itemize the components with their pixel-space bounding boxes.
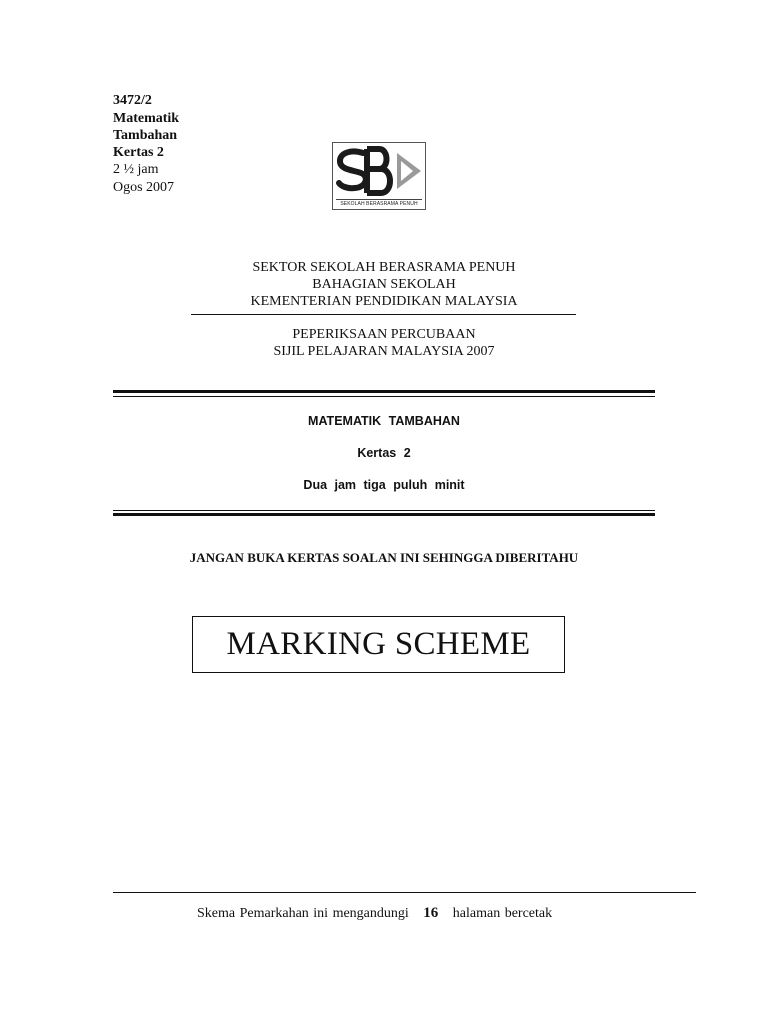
marking-scheme-box (192, 616, 565, 673)
org-line-1: SEKTOR SEKOLAH BERASRAMA PENUH (252, 260, 516, 275)
marking-scheme-title: MARKING SCHEME (226, 626, 531, 662)
logo-caption: SEKOLAH BERASRAMA PENUH (336, 199, 422, 207)
double-rule-bottom-thin (113, 510, 655, 511)
subject-line-2: Tambahan (113, 128, 178, 143)
footer-prefix: Skema Pemarkahan ini mengandungi (197, 906, 409, 921)
paper-duration: Dua jam tiga puluh minit (303, 478, 465, 492)
footer-page-count: 16 (423, 905, 439, 921)
org-line-3: KEMENTERIAN PENDIDIKAN MALAYSIA (250, 294, 518, 309)
org-line-2: BAHAGIAN SEKOLAH (312, 277, 456, 292)
exam-date: Ogos 2007 (113, 180, 175, 195)
org-divider (191, 314, 576, 315)
instruction-text: JANGAN BUKA KERTAS SOALAN INI SEHINGGA DIBERITAHU (189, 550, 579, 565)
exam-line-2: SIJIL PELAJARAN MALAYSIA 2007 (273, 344, 495, 359)
exam-line-1: PEPERIKSAAN PERCUBAAN (292, 327, 476, 342)
footer-text (197, 905, 552, 922)
paper-code: 3472/2 (113, 93, 152, 108)
paper-number-label: Kertas 2 (357, 446, 411, 460)
double-rule-bottom-thick (113, 513, 655, 516)
exam-duration: 2 ½ jam (113, 162, 159, 177)
paper-number: Kertas 2 (113, 145, 164, 160)
paper-subject: MATEMATIK TAMBAHAN (308, 414, 460, 428)
sbp-logo (332, 142, 426, 210)
sbp-logo-icon (333, 143, 425, 201)
footer-suffix: halaman bercetak (452, 906, 553, 921)
subject-line-1: Matematik (113, 111, 180, 126)
double-rule-top-thin (113, 396, 655, 397)
double-rule-top-thick (113, 390, 655, 393)
footer-divider (113, 892, 696, 893)
